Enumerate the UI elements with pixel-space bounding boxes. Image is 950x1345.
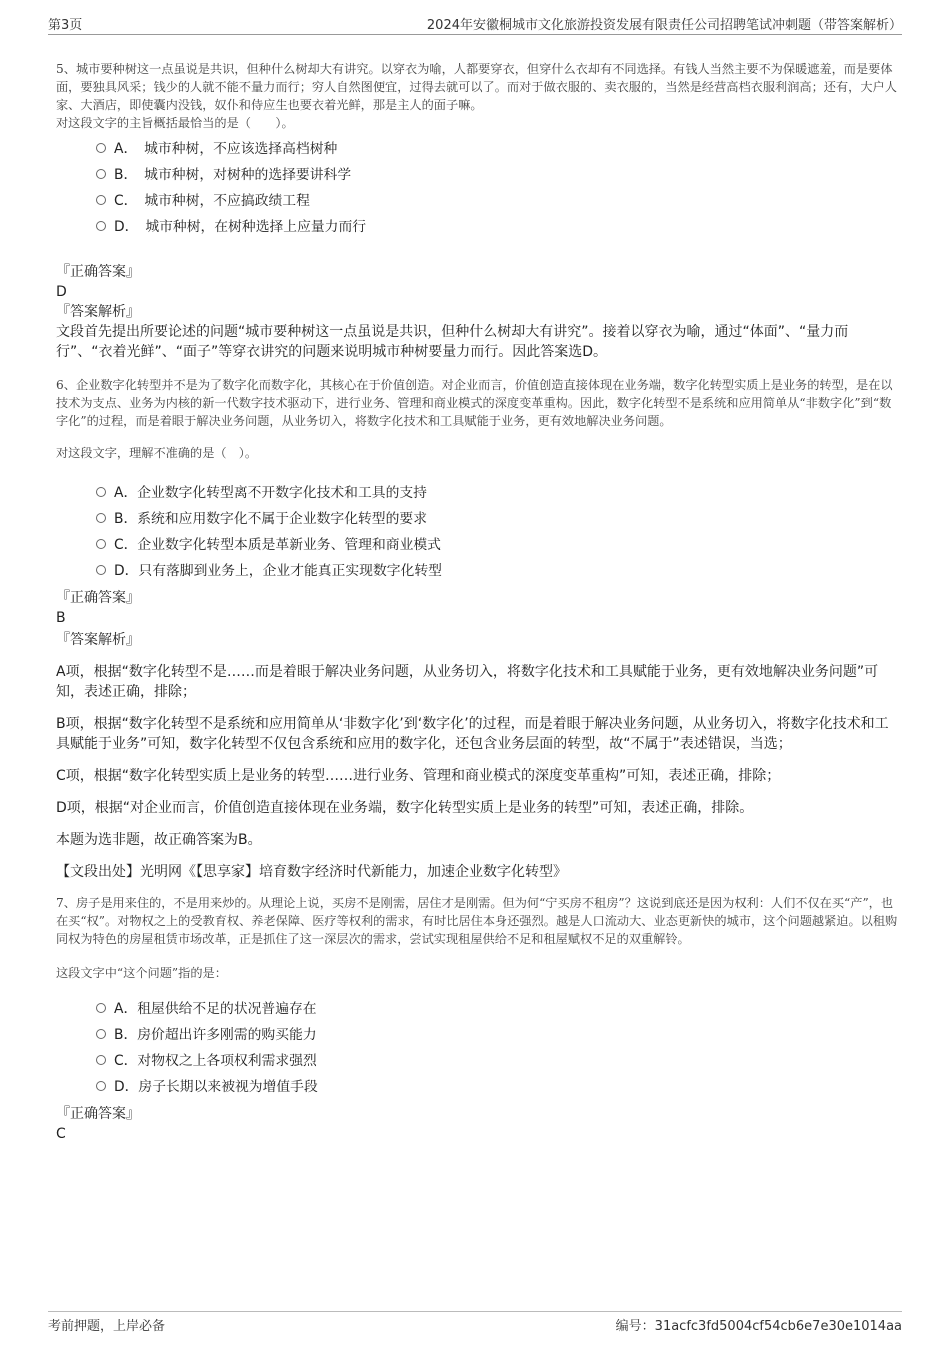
radio-icon[interactable]	[96, 513, 106, 523]
radio-icon[interactable]	[96, 1003, 106, 1013]
radio-icon[interactable]	[96, 539, 106, 549]
option-b[interactable]: B．系统和应用数字化不属于企业数字化转型的要求	[96, 506, 898, 532]
option-c[interactable]: C．对物权之上各项权利需求强烈	[96, 1048, 898, 1074]
correct-answer: B	[56, 610, 66, 626]
radio-icon[interactable]	[96, 143, 106, 153]
radio-icon[interactable]	[96, 487, 106, 497]
option-d[interactable]: D．房子长期以来被视为增值手段	[96, 1074, 898, 1100]
analysis-option-b: B项，根据“数字化转型不是系统和应用简单从‘非数字化’到‘数字化’的过程，而是着眼于解决业务问题，从业务切入，将数字化技术和工具赋能于业务”可知，数字化转型不仅包含系统和应用的数字化，还包含业务层面的转型，故“不属于”表述错误，当选；	[56, 716, 889, 752]
question-prompt: 对这段文字，理解不准确的是（ ）。	[56, 446, 258, 460]
document-id: 编号：31acfc3fd5004cf54cb6e7e30e1014aa	[615, 1319, 902, 1334]
correct-answer: C	[56, 1126, 66, 1142]
analysis-label: 『答案解析』	[56, 304, 140, 320]
option-d[interactable]: D． 城市种树，在树种选择上应量力而行	[96, 214, 898, 240]
option-b[interactable]: B． 城市种树，对树种的选择要讲科学	[96, 162, 898, 188]
options-list	[96, 480, 898, 584]
answer-label: 『正确答案』	[56, 590, 140, 606]
question-6	[56, 376, 898, 882]
page-header	[48, 14, 902, 35]
option-d[interactable]: D．只有落脚到业务上，企业才能真正实现数字化转型	[96, 558, 898, 584]
page-footer	[48, 1311, 902, 1334]
question-stem: 7、房子是用来住的，不是用来炒的。从理论上说，买房不是刚需，居住才是刚需。但为何“宁买房不租房”？这说到底还是因为权利：人们不仅在买“产”，也在买“权”。对物权之上的受教育权、养老保障、医疗等权利的需求，有时比居住本身还强烈。越是人口流动大、业态更新快的城市，这个问题越紧迫。以租购同权为特色的房屋租赁市场改革，正是抓住了这一深层次的需求，尝试实现租屋供给不足和租屋赋权不足的双重解铃。	[56, 896, 898, 946]
radio-icon[interactable]	[96, 1081, 106, 1091]
option-a[interactable]: A．租屋供给不足的状况普遍存在	[96, 996, 898, 1022]
radio-icon[interactable]	[96, 565, 106, 575]
answer-label: 『正确答案』	[56, 1106, 140, 1122]
radio-icon[interactable]	[96, 195, 106, 205]
option-c[interactable]: C．企业数字化转型本质是革新业务、管理和商业模式	[96, 532, 898, 558]
correct-answer: D	[56, 284, 67, 300]
question-stem: 6、企业数字化转型并不是为了数字化而数字化，其核心在于价值创造。对企业而言，价值创造直接体现在业务端，数字化转型实质上是业务的转型，是在以技术为支点、业务为内核的新一代数字技术驱动下，进行业务、管理和商业模式的深度变革重构。因此，数字化转型不是系统和应用简单从“非数字化”到“数字化”的过程，而是着眼于解决业务问题，从业务切入，将数字化技术和工具赋能于业务，更有效地解决业务问题。	[56, 378, 893, 428]
question-5	[56, 60, 898, 362]
footer-slogan: 考前押题，上岸必备	[48, 1319, 166, 1334]
options-list	[96, 996, 898, 1100]
option-a[interactable]: A． 城市种树，不应该选择高档树种	[96, 136, 898, 162]
radio-icon[interactable]	[96, 221, 106, 231]
radio-icon[interactable]	[96, 1029, 106, 1039]
question-prompt: 这段文字中“这个问题”指的是：	[56, 966, 227, 980]
option-b[interactable]: B．房价超出许多刚需的购买能力	[96, 1022, 898, 1048]
option-c[interactable]: C． 城市种树，不应搞政绩工程	[96, 188, 898, 214]
source-citation: 【文段出处】光明网《【思享家】培育数字经济时代新能力，加速企业数字化转型》	[56, 864, 567, 880]
question-prompt: 对这段文字的主旨概括最恰当的是（ ）。	[56, 116, 294, 130]
analysis-conclusion: 本题为选非题，故正确答案为B。	[56, 832, 262, 848]
answer-label: 『正确答案』	[56, 264, 140, 280]
options-list	[96, 136, 898, 240]
radio-icon[interactable]	[96, 1055, 106, 1065]
radio-icon[interactable]	[96, 169, 106, 179]
analysis-option-d: D项，根据“对企业而言，价值创造直接体现在业务端，数字化转型实质上是业务的转型”可知，表述正确，排除。	[56, 800, 754, 816]
analysis-text: 文段首先提出所要论述的问题“城市要种树这一点虽说是共识，但种什么树却大有讲究”。接着以穿衣为喻，通过“体面”、“量力而行”、“衣着光鲜”、“面子”等穿衣讲究的问题来说明城市种树要量力而行。因此答案选D。	[56, 324, 849, 360]
option-a[interactable]: A．企业数字化转型离不开数字化技术和工具的支持	[96, 480, 898, 506]
analysis-option-c: C项，根据“数字化转型实质上是业务的转型……进行业务、管理和商业模式的深度变革重构”可知，表述正确，排除；	[56, 768, 781, 784]
analysis-option-a: A项，根据“数字化转型不是……而是着眼于解决业务问题，从业务切入，将数字化技术和工具赋能于业务，更有效地解决业务问题”可知，表述正确，排除；	[56, 664, 879, 700]
question-stem: 5、城市要种树这一点虽说是共识，但种什么树却大有讲究。以穿衣为喻，人都要穿衣，但穿什么衣却有不同选择。有钱人当然主要不为保暖遮羞，而是要体面，要独具风采；钱少的人就不能不量力而行；穷人自然图便宜，过得去就可以了。而对于做衣服的、卖衣服的，当然是经营高档衣服利润高；还有，大户人家、大酒店，即使囊内没钱，奴仆和侍应生也要衣着光鲜，那是主人的面子嘛。	[56, 62, 897, 112]
analysis-label: 『答案解析』	[56, 632, 140, 648]
page-number: 第3页	[48, 18, 83, 33]
document-title: 2024年安徽桐城市文化旅游投资发展有限责任公司招聘笔试冲刺题（带答案解析）	[426, 18, 902, 33]
question-7	[56, 894, 898, 1144]
document-body	[56, 56, 898, 1144]
